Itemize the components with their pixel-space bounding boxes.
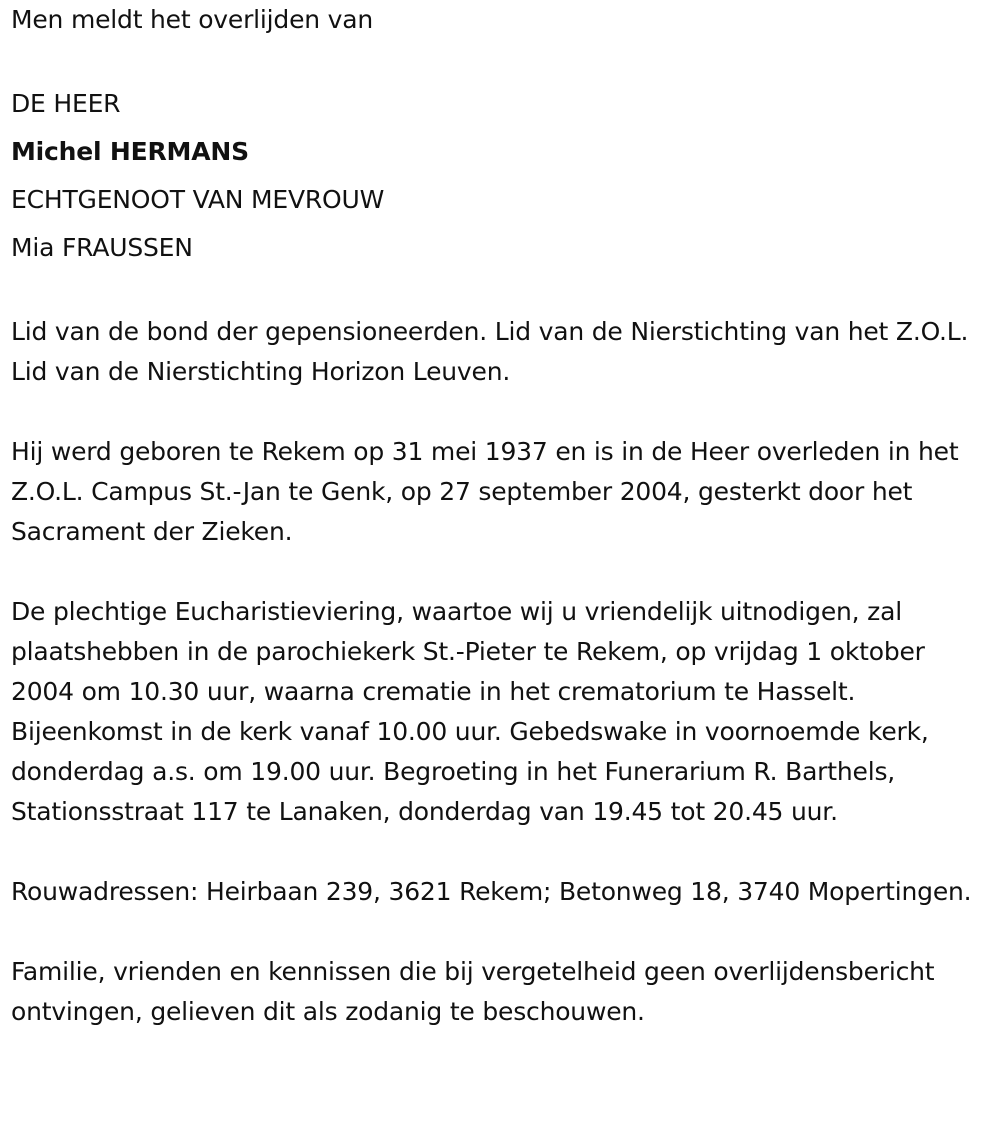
spouse-label: ECHTGENOOT VAN MEVROUW	[11, 185, 385, 214]
closing-paragraph	[11, 952, 991, 1032]
paragraph-text: Rouwadressen: Heirbaan 239, 3621 Rekem; Betonweg 18, 3740 Mopertingen.	[11, 877, 972, 906]
membership-paragraph	[11, 312, 991, 392]
intro-line: Men meldt het overlijden van	[11, 5, 374, 34]
addresses-paragraph	[11, 872, 991, 912]
death-notice	[11, 0, 991, 1032]
paragraph-text: Familie, vrienden en kennissen die bij vergetelheid geen overlijdensbericht ontvingen, gelieven dit als zodanig te beschouwen.	[11, 957, 935, 1026]
paragraph-text: Lid van de bond der gepensioneerden. Lid van de Nierstichting van het Z.O.L. Lid van de Nierstichting Horizon Leuven.	[11, 317, 969, 386]
paragraph-text: De plechtige Eucharistieviering, waartoe wij u vriendelijk uitnodigen, zal plaatshebben in de parochiekerk St.-Pieter te Rekem, op vrijdag 1 oktober 2004 om 10.30 uur, waarna crematie in het crematorium te Hasselt. Bijeenkomst in de kerk vanaf 10.00 uur. Gebedswake in voornoemde kerk, donderdag a.s. om 19.00 uur. Begroeting in het Funerarium R. Barthels, Stationsstraat 117 te Lanaken, donderdag van 19.45 tot 20.45 uur.	[11, 597, 929, 826]
title-line: DE HEER	[11, 89, 121, 118]
paragraph-text: Hij werd geboren te Rekem op 31 mei 1937 en is in de Heer overleden in het Z.O.L. Campus St.-Jan te Genk, op 27 september 2004, gesterkt door het Sacrament der Zieken.	[11, 437, 959, 546]
deceased-name: Michel HERMANS	[11, 137, 249, 166]
spouse-name: Mia FRAUSSEN	[11, 233, 193, 262]
name-block	[11, 80, 991, 272]
birth-death-paragraph	[11, 432, 991, 552]
ceremony-paragraph	[11, 592, 991, 832]
